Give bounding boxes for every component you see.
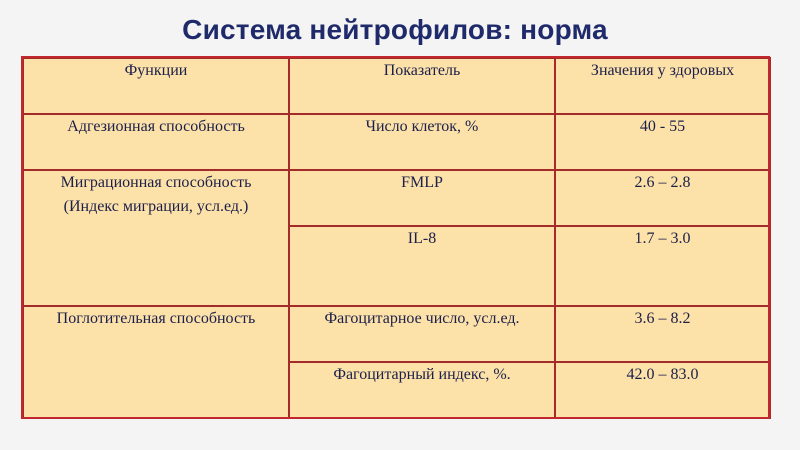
cell-phago-number-value: 3.6 – 8.2 (555, 306, 770, 362)
cell-migration-function (23, 170, 289, 306)
cell-il8-value: 1.7 – 3.0 (555, 226, 770, 306)
cell-adhesion-value: 40 - 55 (555, 114, 770, 170)
migration-function-line2: (Индекс миграции, усл.ед.) (63, 198, 249, 215)
table-row-absorption-number (23, 306, 770, 362)
slide-title: Система нейтрофилов: норма (182, 14, 608, 45)
header-healthy-values: Значения у здоровых (555, 58, 770, 114)
cell-absorption-function: Поглотительная способность (23, 306, 289, 418)
cell-phago-index-value: 42.0 – 83.0 (555, 362, 770, 418)
cell-adhesion-function: Адгезионная способность (23, 114, 289, 170)
cell-il8-indicator: IL-8 (289, 226, 555, 306)
cell-adhesion-indicator: Число клеток, % (289, 114, 555, 170)
cell-fmlp-value: 2.6 – 2.8 (555, 170, 770, 226)
migration-function-line1: Миграционная способность (60, 174, 252, 191)
table-row-migration-fmlp (23, 170, 770, 226)
cell-phago-number-indicator: Фагоцитарное число, усл.ед. (289, 306, 555, 362)
neutrophil-norms-table (22, 57, 771, 419)
table-header-row (23, 58, 770, 114)
table-row-adhesion (23, 114, 770, 170)
header-indicator: Показатель (289, 58, 555, 114)
cell-phago-index-indicator: Фагоцитарный индекс, %. (289, 362, 555, 418)
cell-fmlp-indicator: FMLP (289, 170, 555, 226)
header-functions: Функции (23, 58, 289, 114)
